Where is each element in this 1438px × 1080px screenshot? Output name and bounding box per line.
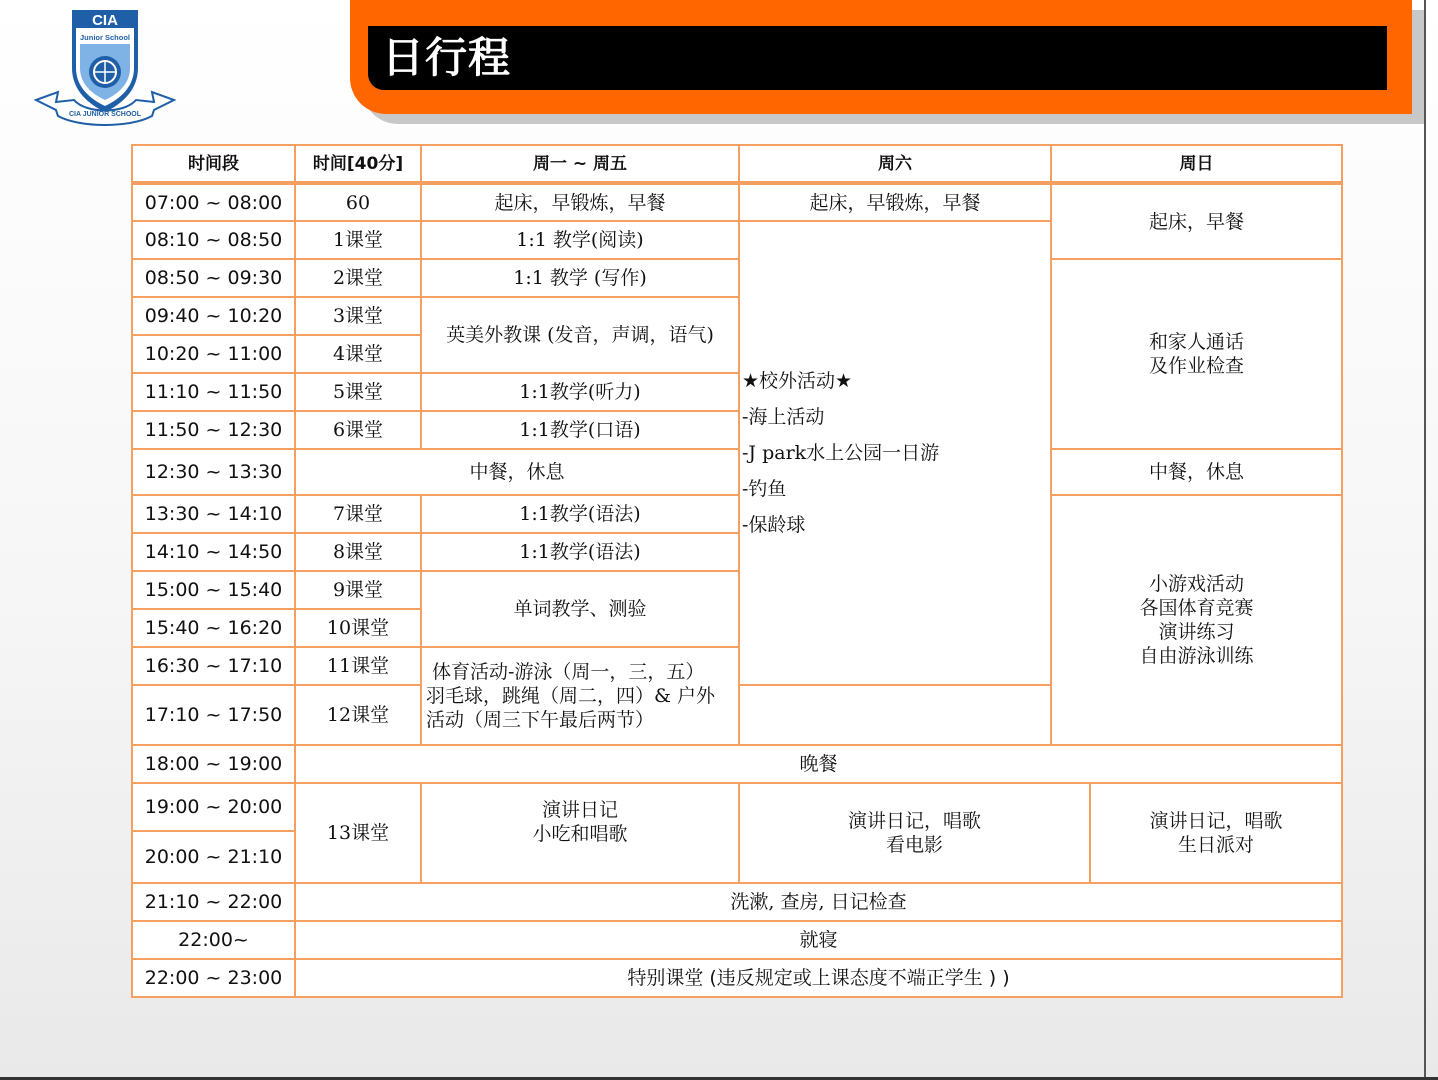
duration-cell: 6课堂 xyxy=(295,411,421,449)
evening-line: 看电影 xyxy=(885,834,943,856)
washup-cell: 洗漱, 查房, 日记检查 xyxy=(295,883,1342,921)
time-cell: 11:10 ~ 11:50 xyxy=(132,373,295,411)
cia-junior-school-logo xyxy=(34,8,176,126)
duration-cell: 12课堂 xyxy=(295,685,421,745)
table-row xyxy=(132,959,1342,997)
weekday-cell: 1:1 教学(阅读) xyxy=(421,221,739,259)
dinner-cell: 晚餐 xyxy=(295,745,1342,783)
time-cell: 20:00 ~ 21:10 xyxy=(132,831,295,883)
weekday-evening-cell xyxy=(421,783,739,883)
saturday-outing-item: -保龄球 xyxy=(742,514,806,536)
header-row xyxy=(132,145,1342,183)
time-cell: 22:00 ~ 23:00 xyxy=(132,959,295,997)
sunday-lunch-cell: 中餐，休息 xyxy=(1051,449,1342,495)
sports-line: 体育活动-游泳（周一，三，五） xyxy=(432,661,705,683)
time-cell: 15:40 ~ 16:20 xyxy=(132,609,295,647)
sunday-activity: 演讲练习 xyxy=(1158,621,1235,643)
time-cell: 11:50 ~ 12:30 xyxy=(132,411,295,449)
table-row xyxy=(132,449,1342,495)
duration-cell: 8课堂 xyxy=(295,533,421,571)
saturday-evening-cell xyxy=(739,783,1090,883)
duration-cell: 7课堂 xyxy=(295,495,421,533)
table-row xyxy=(132,883,1342,921)
saturday-outing-title: ★校外活动★ xyxy=(742,370,853,392)
time-cell: 10:20 ~ 11:00 xyxy=(132,335,295,373)
lunch-cell: 中餐，休息 xyxy=(295,449,739,495)
time-cell: 15:00 ~ 15:40 xyxy=(132,571,295,609)
duration-cell: 9课堂 xyxy=(295,571,421,609)
sunday-evening-cell xyxy=(1090,783,1342,883)
duration-cell: 10课堂 xyxy=(295,609,421,647)
evening-line: 演讲日记 xyxy=(541,799,618,821)
evening-line: 演讲日记，唱歌 xyxy=(847,810,981,832)
time-cell: 12:30 ~ 13:30 xyxy=(132,449,295,495)
logo-ribbon-text: CIA JUNIOR SCHOOL xyxy=(68,111,142,118)
time-cell: 08:10 ~ 08:50 xyxy=(132,221,295,259)
weekday-cell: 起床，早锻炼，早餐 xyxy=(421,183,739,221)
duration-cell: 4课堂 xyxy=(295,335,421,373)
time-cell: 21:10 ~ 22:00 xyxy=(132,883,295,921)
saturday-outing-item: -钓鱼 xyxy=(742,478,787,500)
time-cell: 22:00~ xyxy=(132,921,295,959)
sunday-call-line: 和家人通话 xyxy=(1148,331,1244,353)
weekday-cell: 1:1 教学 (写作) xyxy=(421,259,739,297)
duration-cell: 1课堂 xyxy=(295,221,421,259)
bedtime-cell: 就寝 xyxy=(295,921,1342,959)
sports-line: 活动（周三下午最后两节） xyxy=(426,709,655,731)
header-weekday: 周一 ~ 周五 xyxy=(421,145,739,183)
duration-cell: 2课堂 xyxy=(295,259,421,297)
header-sunday: 周日 xyxy=(1051,145,1342,183)
table-row xyxy=(132,183,1342,221)
slide-edge-right xyxy=(1424,0,1426,1080)
weekday-cell: 单词教学、测验 xyxy=(421,571,739,647)
duration-cell: 11课堂 xyxy=(295,647,421,685)
table-row xyxy=(132,921,1342,959)
sunday-call-cell xyxy=(1051,259,1342,449)
sunday-afternoon-cell xyxy=(1051,495,1342,745)
weekday-cell: 1:1教学(听力) xyxy=(421,373,739,411)
logo-brand: CIA xyxy=(92,12,118,29)
sports-line: 羽毛球，跳绳（周二，四）& 户外 xyxy=(426,685,715,707)
saturday-outing-item: -J park水上公园一日游 xyxy=(742,442,940,464)
daily-schedule-table xyxy=(131,144,1343,998)
weekday-sports-cell xyxy=(421,647,739,745)
sunday-activity: 各国体育竞赛 xyxy=(1139,597,1254,619)
saturday-outing-cell xyxy=(739,221,1051,685)
duration-cell: 3课堂 xyxy=(295,297,421,335)
weekday-cell: 1:1教学(口语) xyxy=(421,411,739,449)
time-cell: 08:50 ~ 09:30 xyxy=(132,259,295,297)
duration-cell: 60 xyxy=(295,183,421,221)
sunday-morning-cell: 起床，早餐 xyxy=(1051,183,1342,259)
saturday-outing-item: -海上活动 xyxy=(742,406,825,428)
table-row xyxy=(132,259,1342,297)
duration-cell: 5课堂 xyxy=(295,373,421,411)
time-cell: 09:40 ~ 10:20 xyxy=(132,297,295,335)
evening-line: 小吃和唱歌 xyxy=(532,823,628,845)
table-row xyxy=(132,745,1342,783)
weekday-cell: 英美外教课 (发音，声调，语气) xyxy=(421,297,739,373)
header-duration: 时间[40分] xyxy=(295,145,421,183)
title-bar xyxy=(368,26,1387,90)
header-saturday: 周六 xyxy=(739,145,1051,183)
weekday-cell: 1:1教学(语法) xyxy=(421,533,739,571)
weekday-cell: 1:1教学(语法) xyxy=(421,495,739,533)
sunday-activity: 自由游泳训练 xyxy=(1139,645,1254,667)
table-row xyxy=(132,495,1342,533)
sunday-call-line: 及作业检查 xyxy=(1148,355,1244,377)
logo-subtitle: Junior School xyxy=(79,33,131,42)
time-cell: 18:00 ~ 19:00 xyxy=(132,745,295,783)
evening-line: 生日派对 xyxy=(1177,834,1254,856)
time-cell: 17:10 ~ 17:50 xyxy=(132,685,295,745)
page-title: 日行程 xyxy=(382,33,512,82)
time-cell: 16:30 ~ 17:10 xyxy=(132,647,295,685)
time-cell: 19:00 ~ 20:00 xyxy=(132,783,295,831)
table-row xyxy=(132,783,1342,831)
header-period: 时间段 xyxy=(132,145,295,183)
evening-line: 演讲日记，唱歌 xyxy=(1149,810,1283,832)
saturday-cell: 起床，早锻炼，早餐 xyxy=(739,183,1051,221)
time-cell: 13:30 ~ 14:10 xyxy=(132,495,295,533)
time-cell: 07:00 ~ 08:00 xyxy=(132,183,295,221)
saturday-empty-cell xyxy=(739,685,1051,745)
time-cell: 14:10 ~ 14:50 xyxy=(132,533,295,571)
duration-cell: 13课堂 xyxy=(295,783,421,883)
special-class-cell: 特别课堂 (违反规定或上课态度不端正学生 ) ) xyxy=(295,959,1342,997)
sunday-activity: 小游戏活动 xyxy=(1148,573,1244,595)
